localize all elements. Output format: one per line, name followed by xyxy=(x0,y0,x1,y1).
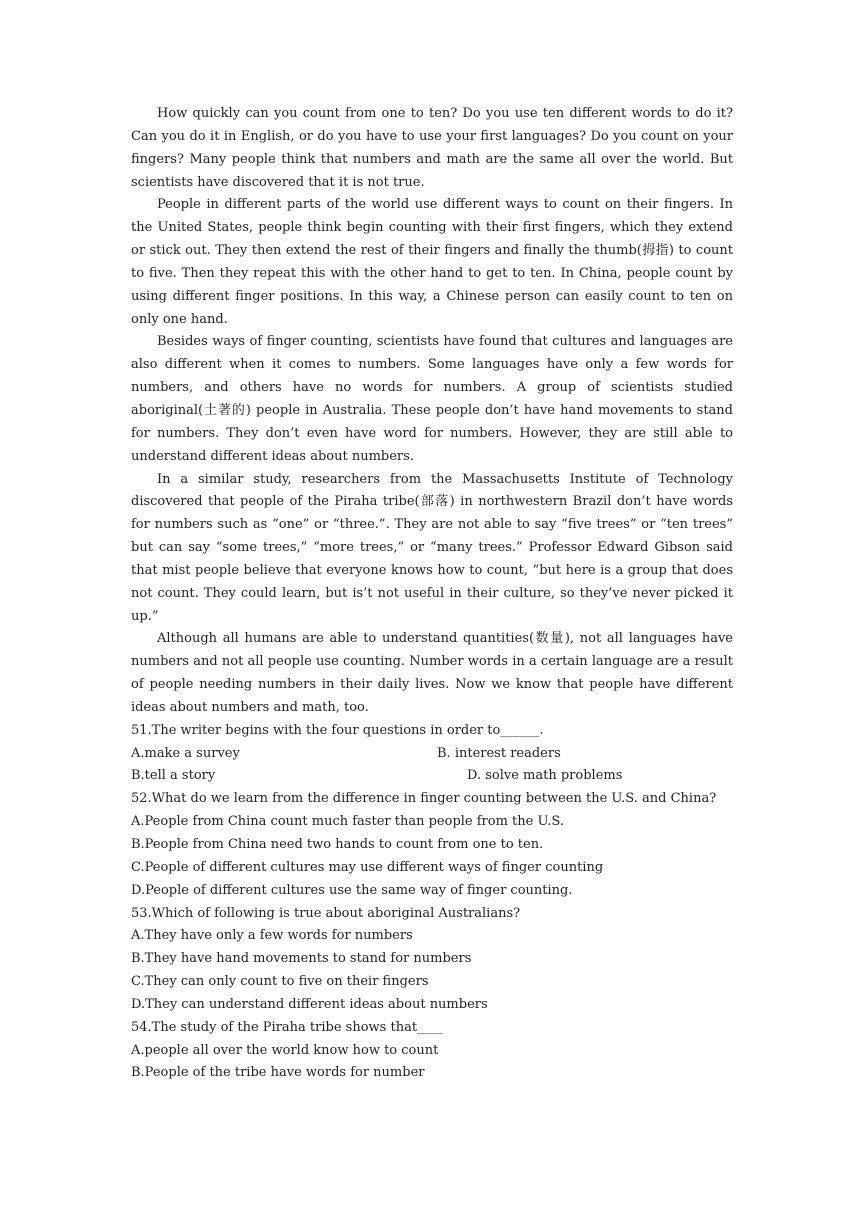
option-c: B.tell a story xyxy=(131,768,216,784)
document-page xyxy=(131,103,733,1085)
option-b: B. interest readers xyxy=(437,745,561,761)
option-b: B.They have hand movements to stand for numbers xyxy=(131,951,472,967)
option-a: A.make a survey xyxy=(131,745,240,761)
option-d: D. solve math problems xyxy=(467,768,623,784)
option-b: B.People of the tribe have words for number xyxy=(131,1065,425,1081)
question-stem: 54.The study of the Piraha tribe shows that____ xyxy=(131,1019,444,1035)
question-stem: 52.What do we learn from the difference in finger counting between the U.S. and China? xyxy=(131,791,717,807)
passage-paragraph-1: How quickly can you count from one to ten? Do you use ten different words to do it? Can you do it in English, or do you have to use your first languages? Do you count on your fingers? Many people think that numbers and math are the same all over the world. But scientists have discovered that it is not true. xyxy=(131,106,733,190)
question-54 xyxy=(131,1017,733,1086)
option-b: B.People from China need two hands to count from one to ten. xyxy=(131,837,544,852)
option-row xyxy=(131,743,733,766)
question-53 xyxy=(131,903,733,1017)
question-52 xyxy=(131,788,733,902)
question-stem: 51.The writer begins with the four questions in order to______. xyxy=(131,722,544,738)
option-c: C.People of different cultures may use different ways of finger counting xyxy=(131,859,604,875)
option-a: A.They have only a few words for numbers xyxy=(131,928,413,944)
option-row xyxy=(131,765,733,788)
passage-paragraph-3: Besides ways of finger counting, scientists have found that cultures and languages are also different when it comes to numbers. Some languages have only a few words for numbers, and others have no words for numbers. A group of scientists studied aboriginal(土著的) people in Australia. These people don’t have hand movements to stand for numbers. They don’t even have word for numbers. However, they are still able to understand different ideas about numbers. xyxy=(131,334,733,464)
question-51 xyxy=(131,720,733,789)
passage-paragraph-4: In a similar study, researchers from the Massachusetts Institute of Technology discovered that people of the Piraha tribe(部落) in northwestern Brazil don’t have words for numbers such as “one” or “three.”. They are not able to say “five trees” or “ten trees” but can say “some trees,” “more trees,” or “many trees.” Professor Edward Gibson said that mist people believe that everyone knows how to count, “but here is a group that does not count. They could learn, but is’t not useful in their culture, so they’ve never picked it up.” xyxy=(131,471,733,624)
option-a: A.people all over the world know how to count xyxy=(131,1042,439,1058)
question-stem: 53.Which of following is true about aboriginal Australians? xyxy=(131,905,521,921)
option-c: C.They can only count to five on their fingers xyxy=(131,974,429,990)
passage-paragraph-2: People in different parts of the world use different ways to count on their fingers. In the United States, people think begin counting with their first fingers, which they extend or stick out. They then extend the rest of their fingers and finally the thumb(拇指) to count to five. Then they repeat this with the other hand to get to ten. In China, people count by using different finger positions. In this way, a Chinese person can easily count to ten on only one hand. xyxy=(131,197,733,327)
option-d: D.People of different cultures use the same way of finger counting. xyxy=(131,882,573,898)
option-d: D.They can understand different ideas about numbers xyxy=(131,996,488,1012)
passage-paragraph-5: Although all humans are able to understand quantities(数量), not all languages have numbers and not all people use counting. Number words in a certain language are a result of people needing numbers in their daily lives. Now we know that people have different ideas about numbers and math, too. xyxy=(131,631,733,715)
option-a: A.People from China count much faster than people from the U.S. xyxy=(131,814,564,830)
